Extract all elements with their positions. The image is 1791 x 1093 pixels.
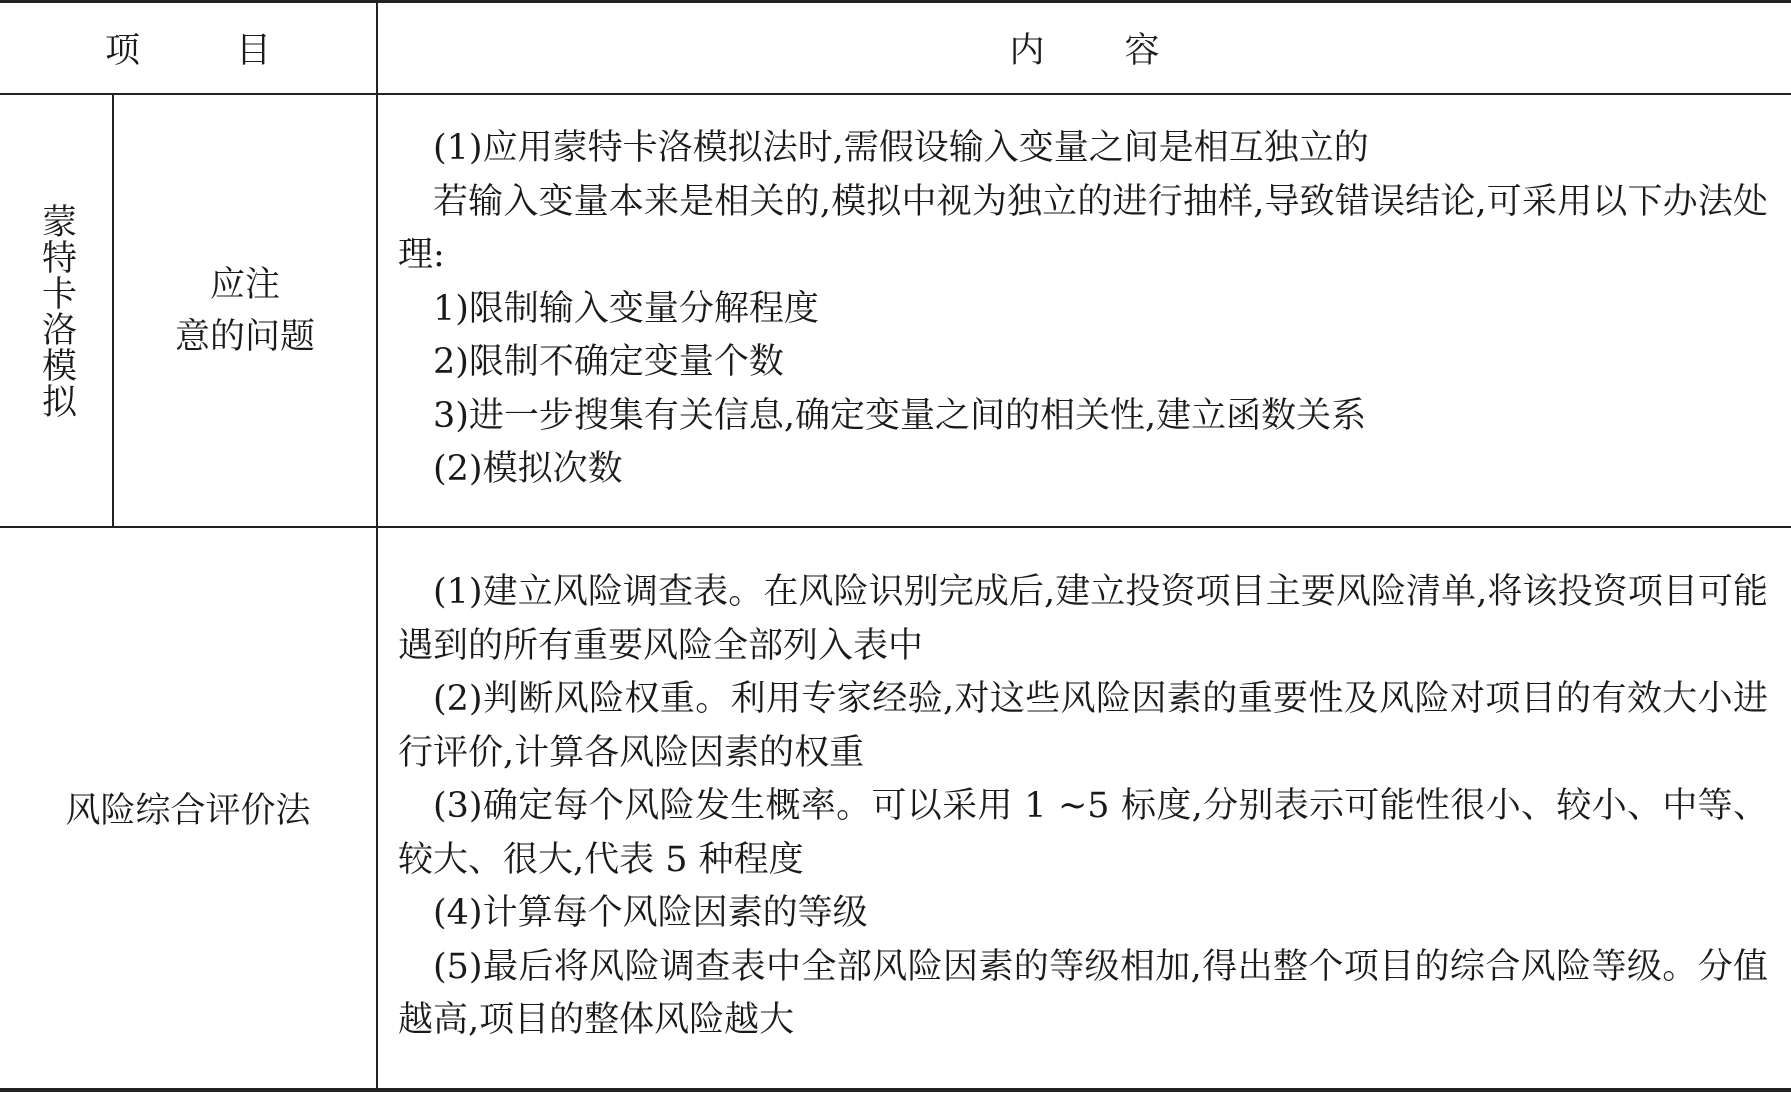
header-content-char2: 容 [1124,31,1160,71]
row1-paragraph: 3)进一步搜集有关信息,确定变量之间的相关性,建立函数关系 [433,395,1367,436]
row1-paragraph: 1)限制输入变量分解程度 [433,288,819,329]
row2-paragraph: (2)判断风险权重。利用专家经验,对这些风险因素的重要性及风险对项目的有效大小进行评价,计算各风险因素的权重 [398,679,1768,773]
row1-paragraph: 2)限制不确定变量个数 [433,342,784,382]
table-bottom-border [0,1088,1791,1092]
row1-paragraph: (2)模拟次数 [433,449,623,489]
header-content-cell [378,3,1791,93]
row1-subcategory-cell [114,95,376,526]
row2-category-cell [0,528,376,1088]
row2-paragraph: (5)最后将风险调查表中全部风险因素的等级相加,得出整个项目的综合风险等级。分值越高,项目的整体风险越大 [398,946,1768,1040]
row1-paragraph: (1)应用蒙特卡洛模拟法时,需假设输入变量之间是相互独立的 [433,128,1369,168]
header-item-char1: 项 [104,31,140,71]
row2-paragraph: (1)建立风险调查表。在风险识别完成后,建立投资项目主要风险清单,将该投资项目可能遇到的所有重要风险全部列入表中 [398,572,1768,666]
header-item-cell [0,3,376,93]
header-item-char2: 目 [236,31,272,71]
row2-content-cell [398,566,1768,1048]
column-divider-main [376,0,378,1092]
row2-category: 风险综合评价法 [65,791,311,831]
row1-subcategory-line2: 意的问题 [174,316,315,357]
row1-subcategory-line1: 应注 [209,264,280,305]
row2-paragraph: (3)确定每个风险发生概率。可以采用 1 ~5 标度,分别表示可能性很小、较小、中等、较大、很大,代表 5 种程度 [398,786,1768,880]
row1-paragraph: 若输入变量本来是相关的,模拟中视为独立的进行抽样,导致错误结论,可采用以下办法处理: [398,181,1768,275]
header-content-char1: 内 [1009,31,1045,71]
row1-content-cell [398,122,1768,497]
row1-category-cell [0,95,112,526]
row2-paragraph: (4)计算每个风险因素的等级 [433,893,868,933]
row1-category: 蒙特卡洛模拟 [36,202,77,419]
